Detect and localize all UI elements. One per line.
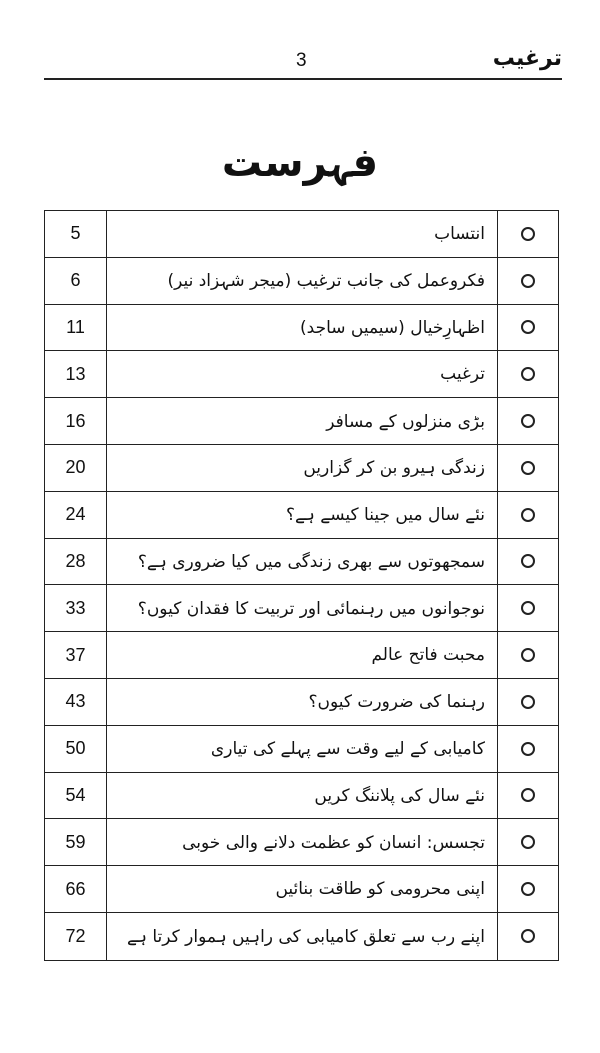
toc-row [45,866,558,913]
toc-page-number: 33 [45,585,107,631]
toc-bullet-cell [498,258,558,304]
toc-entry-title: رہنما کی ضرورت کیوں؟ [107,679,498,725]
toc-row [45,773,558,820]
toc-bullet-cell [498,726,558,772]
toc-page-number: 59 [45,819,107,865]
toc-row [45,726,558,773]
toc-row [45,492,558,539]
toc-bullet-cell [498,585,558,631]
toc-entry-title: اظہارِخیال (سیمیں ساجد) [107,305,498,351]
toc-page-number: 6 [45,258,107,304]
page-header [44,42,562,80]
toc-entry-title: محبت فاتح عالم [107,632,498,678]
toc-bullet-cell [498,866,558,912]
toc-entry-title: تجسس: انسان کو عظمت دلانے والی خوبی [107,819,498,865]
toc-page-number: 50 [45,726,107,772]
circle-bullet-icon [521,227,535,241]
circle-bullet-icon [521,929,535,943]
toc-page-number: 11 [45,305,107,351]
toc-page-number: 20 [45,445,107,491]
circle-bullet-icon [521,461,535,475]
circle-bullet-icon [521,508,535,522]
toc-entry-title: ترغیب [107,351,498,397]
toc-bullet-cell [498,679,558,725]
circle-bullet-icon [521,648,535,662]
toc-entry-title: سمجھوتوں سے بھری زندگی میں کیا ضروری ہے؟ [107,539,498,585]
toc-bullet-cell [498,398,558,444]
toc-bullet-cell [498,539,558,585]
toc-row [45,305,558,352]
toc-page-number: 37 [45,632,107,678]
circle-bullet-icon [521,367,535,381]
toc-row [45,913,558,960]
circle-bullet-icon [521,742,535,756]
toc-table [44,210,559,961]
toc-row [45,445,558,492]
toc-page-number: 72 [45,913,107,960]
running-title: ترغیب [492,46,562,71]
toc-bullet-cell [498,773,558,819]
toc-bullet-cell [498,211,558,257]
circle-bullet-icon [521,414,535,428]
toc-entry-title: انتساب [107,211,498,257]
toc-row [45,632,558,679]
toc-page-number: 54 [45,773,107,819]
circle-bullet-icon [521,274,535,288]
toc-entry-title: نئے سال میں جینا کیسے ہے؟ [107,492,498,538]
toc-bullet-cell [498,819,558,865]
toc-page-number: 16 [45,398,107,444]
circle-bullet-icon [521,320,535,334]
toc-entry-title: کامیابی کے لیے وقت سے پہلے کی تیاری [107,726,498,772]
toc-entry-title: فکروعمل کی جانب ترغیب (میجر شہزاد نیر) [107,258,498,304]
toc-bullet-cell [498,913,558,960]
toc-entry-title: اپنی محرومی کو طاقت بنائیں [107,866,498,912]
circle-bullet-icon [521,554,535,568]
toc-page-number: 5 [45,211,107,257]
toc-page-number: 66 [45,866,107,912]
toc-entry-title: زندگی ہیرو بن کر گزاریں [107,445,498,491]
toc-row [45,585,558,632]
toc-row [45,819,558,866]
toc-row [45,211,558,258]
toc-entry-title: نئے سال کی پلاننگ کریں [107,773,498,819]
toc-row [45,258,558,305]
circle-bullet-icon [521,695,535,709]
toc-bullet-cell [498,305,558,351]
circle-bullet-icon [521,882,535,896]
toc-page-number: 43 [45,679,107,725]
toc-bullet-cell [498,351,558,397]
toc-entry-title: بڑی منزلوں کے مسافر [107,398,498,444]
page-number: 3 [296,50,307,71]
toc-row [45,351,558,398]
circle-bullet-icon [521,788,535,802]
toc-row [45,679,558,726]
toc-page-number: 28 [45,539,107,585]
toc-entry-title: نوجوانوں میں رہنمائی اور تربیت کا فقدان کیوں؟ [107,585,498,631]
toc-bullet-cell [498,445,558,491]
toc-row [45,539,558,586]
circle-bullet-icon [521,601,535,615]
toc-entry-title: اپنے رب سے تعلق کامیابی کی راہیں ہموار کرتا ہے [107,913,498,960]
toc-page-number: 13 [45,351,107,397]
toc-bullet-cell [498,492,558,538]
toc-page-number: 24 [45,492,107,538]
toc-row [45,398,558,445]
toc-bullet-cell [498,632,558,678]
toc-heading: فہرست [221,140,379,186]
circle-bullet-icon [521,835,535,849]
